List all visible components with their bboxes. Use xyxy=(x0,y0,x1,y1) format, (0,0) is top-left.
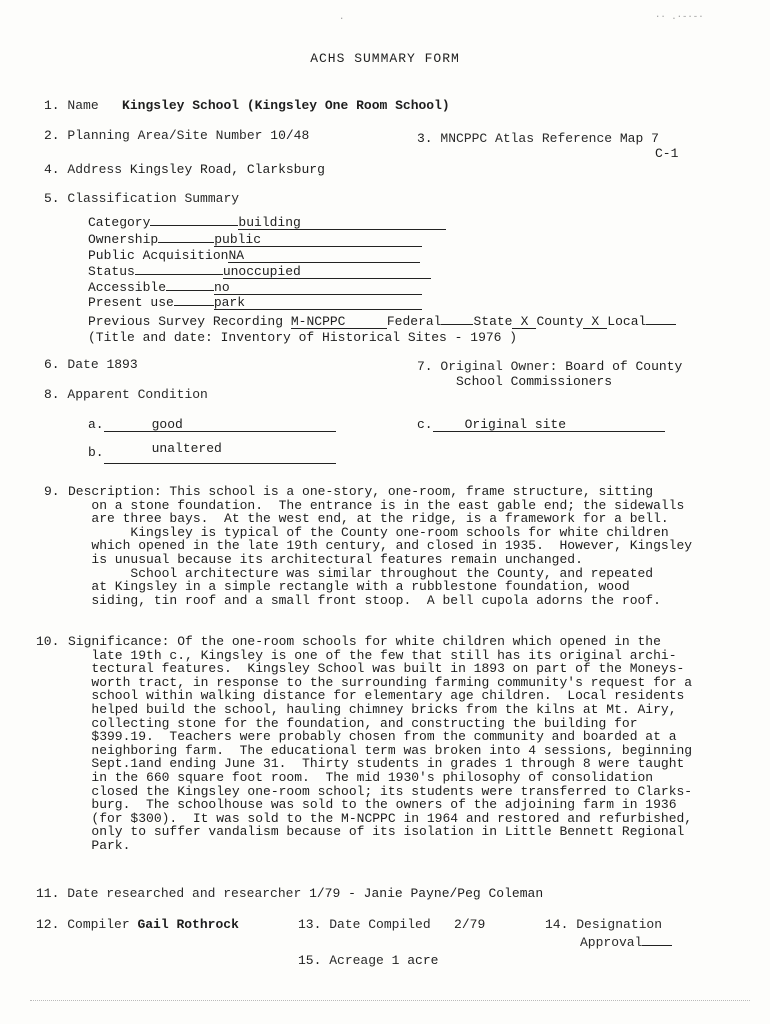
accessible-row xyxy=(88,281,422,295)
date-compiled-row xyxy=(298,918,485,932)
item-number: 2. xyxy=(44,128,60,143)
condition-heading xyxy=(44,388,208,402)
atlas-reference-value: Map 7 xyxy=(619,131,659,146)
county-label: County xyxy=(536,314,584,329)
atlas-reference-grid: C-1 xyxy=(655,146,679,161)
local-label: Local xyxy=(607,314,647,329)
title-and-date-row: (Title and date: Inventory of Historical Sites - 1976 ) xyxy=(88,330,518,345)
state-mark: X xyxy=(520,314,529,329)
date-value: 1893 xyxy=(106,357,138,372)
item-number: 3. xyxy=(417,131,433,146)
item-number: 5. xyxy=(44,191,60,206)
date-compiled-label: Date Compiled xyxy=(329,917,431,932)
ownership-label: Ownership xyxy=(88,232,159,247)
category-row xyxy=(88,216,446,230)
planning-area-value: 10/48 xyxy=(270,128,310,143)
previous-survey-row xyxy=(88,312,676,329)
item-number: 9. xyxy=(44,484,60,499)
status-row xyxy=(88,265,431,279)
scan-speck: · xyxy=(339,14,345,24)
compiler-value: Gail Rothrock xyxy=(137,917,239,932)
planning-area-row xyxy=(44,129,309,143)
status-label: Status xyxy=(88,264,135,279)
date-researched-value: 1/79 - Janie Payne/Peg Coleman xyxy=(309,886,544,901)
address-row xyxy=(44,163,325,177)
form-title: ACHS SUMMARY FORM xyxy=(310,51,460,66)
item-number: 15. xyxy=(298,953,322,968)
item-number: 8. xyxy=(44,387,60,402)
scan-bottom-edge xyxy=(30,1000,750,1002)
atlas-reference-label: MNCPPC Atlas Reference xyxy=(440,131,613,146)
acquisition-row xyxy=(88,249,420,263)
original-owner-row xyxy=(417,360,682,374)
ownership-value: public xyxy=(214,232,262,247)
date-researched-label: Date researched and researcher xyxy=(67,886,302,901)
acreage-label: Acreage xyxy=(329,953,384,968)
compiler-row xyxy=(36,918,239,932)
address-value: Kingsley Road, Clarksburg xyxy=(129,162,325,177)
item-number: 6. xyxy=(44,357,60,372)
date-row xyxy=(44,358,138,372)
accessible-label: Accessible xyxy=(88,280,167,295)
state-label: State xyxy=(473,314,513,329)
condition-a-row xyxy=(88,418,336,432)
category-label: Category xyxy=(88,215,151,230)
acquisition-label: Public Acquisition xyxy=(88,248,229,263)
federal-label: Federal xyxy=(386,314,442,329)
approval-row xyxy=(580,933,672,950)
condition-b-row xyxy=(88,441,336,460)
date-compiled-value: 2/79 xyxy=(454,917,486,932)
present-use-row xyxy=(88,296,422,310)
designation-label: Designation xyxy=(576,917,663,932)
previous-survey-label: Previous Survey Recording xyxy=(88,314,284,329)
atlas-reference-row xyxy=(417,132,659,146)
acreage-row xyxy=(298,954,438,968)
accessible-value: no xyxy=(214,280,230,295)
present-use-label: Present use xyxy=(88,295,174,310)
original-owner-label: Original Owner: xyxy=(440,359,558,374)
condition-a-value: good xyxy=(151,417,183,432)
condition-c-value: Original site xyxy=(464,417,567,432)
description-text: Description: This school is a one-story, one-room, frame structure, sitting on a stone foundation. The entrance is in the east gable end; the sidewalls are three bays. At the west end, at the ridge, is a framework for a bell. Kingsley is typical of the County one-room schools for white children which opened in the late 19th century, and closed in 1935. However, Kingsley is unusual because its architectural features remain unchanged. School architecture was similar throughout the County, and repeated at Kingsley in a simple rectangle with a rubblestone foundation, wood siding, tin roof and a small front stoop. A bell cupola adorns the roof. xyxy=(68,484,693,608)
condition-label: Apparent Condition xyxy=(67,387,208,402)
condition-a-label: a. xyxy=(88,417,104,432)
condition-b-label: b. xyxy=(88,445,104,460)
classification-label: Classification Summary xyxy=(67,191,240,206)
ownership-row xyxy=(88,233,422,247)
item-number: 10. xyxy=(36,634,60,649)
name-label: Name xyxy=(67,98,99,113)
date-researched-row xyxy=(36,887,543,901)
scan-speck: ·· .·-·-· xyxy=(655,12,704,22)
acquisition-value: NA xyxy=(228,248,245,263)
address-label: Address xyxy=(67,162,123,177)
present-use-value: park xyxy=(213,295,246,310)
previous-survey-value: M-NCPPC xyxy=(290,314,346,329)
county-mark: X xyxy=(591,314,600,329)
compiler-label: Compiler xyxy=(67,917,130,932)
item-number: 4. xyxy=(44,162,60,177)
original-owner-value: Board of County xyxy=(565,359,683,374)
item-number: 7. xyxy=(417,359,433,374)
approval-label: Approval xyxy=(580,935,643,950)
item-number: 14. xyxy=(545,917,569,932)
condition-b-value: unaltered xyxy=(151,441,222,456)
planning-area-label: Planning Area/Site Number xyxy=(67,128,263,143)
category-value: building xyxy=(238,215,301,230)
condition-c-label: c. xyxy=(417,417,433,432)
item-number: 13. xyxy=(298,917,322,932)
item-name-row xyxy=(44,99,450,113)
status-value: unoccupied xyxy=(222,264,301,279)
original-owner-value-line2: School Commissioners xyxy=(456,374,613,389)
condition-c-row xyxy=(417,418,665,432)
designation-row xyxy=(545,918,662,932)
date-label: Date xyxy=(67,357,99,372)
name-value: Kingsley School (Kingsley One Room School) xyxy=(122,98,450,113)
significance-text: Significance: Of the one-room schools for white children which opened in the late 19th c., Kingsley is one of the few that still has its original archi- tectural features. Kingsley School was built in 1893 on part of the Moneys- worth tract, in response to the surrounding farming community's request for a school within walking distance for elementary age children. Local residents helped build the school, hauling chimney bricks from the kilns at Mt. Airy, collecting stone for the foundation, and constructing the building for $399.19. Teachers were probably chosen from the community and boarded at a neighboring farm. The educational term was broken into 4 sessions, beginning Sept.1and ending June 31. Thirty students in grades 1 through 8 were taught in the 660 square foot room. The mid 1930's philosophy of consolidation closed the Kingsley one-room school; its students were transferred to Clarks- burg. The schoolhouse was sold to the owners of the adjoining farm in 1936 (for $300). It was sold to the M-NCPPC in 1964 and restored and refurbished, only to suffer vandalism because of its isolation in Little Bennett Regional Park. xyxy=(68,634,693,853)
classification-heading xyxy=(44,192,239,206)
item-number: 1. xyxy=(44,98,60,113)
acreage-value: 1 acre xyxy=(391,953,439,968)
item-number: 11. xyxy=(36,886,60,901)
item-number: 12. xyxy=(36,917,60,932)
